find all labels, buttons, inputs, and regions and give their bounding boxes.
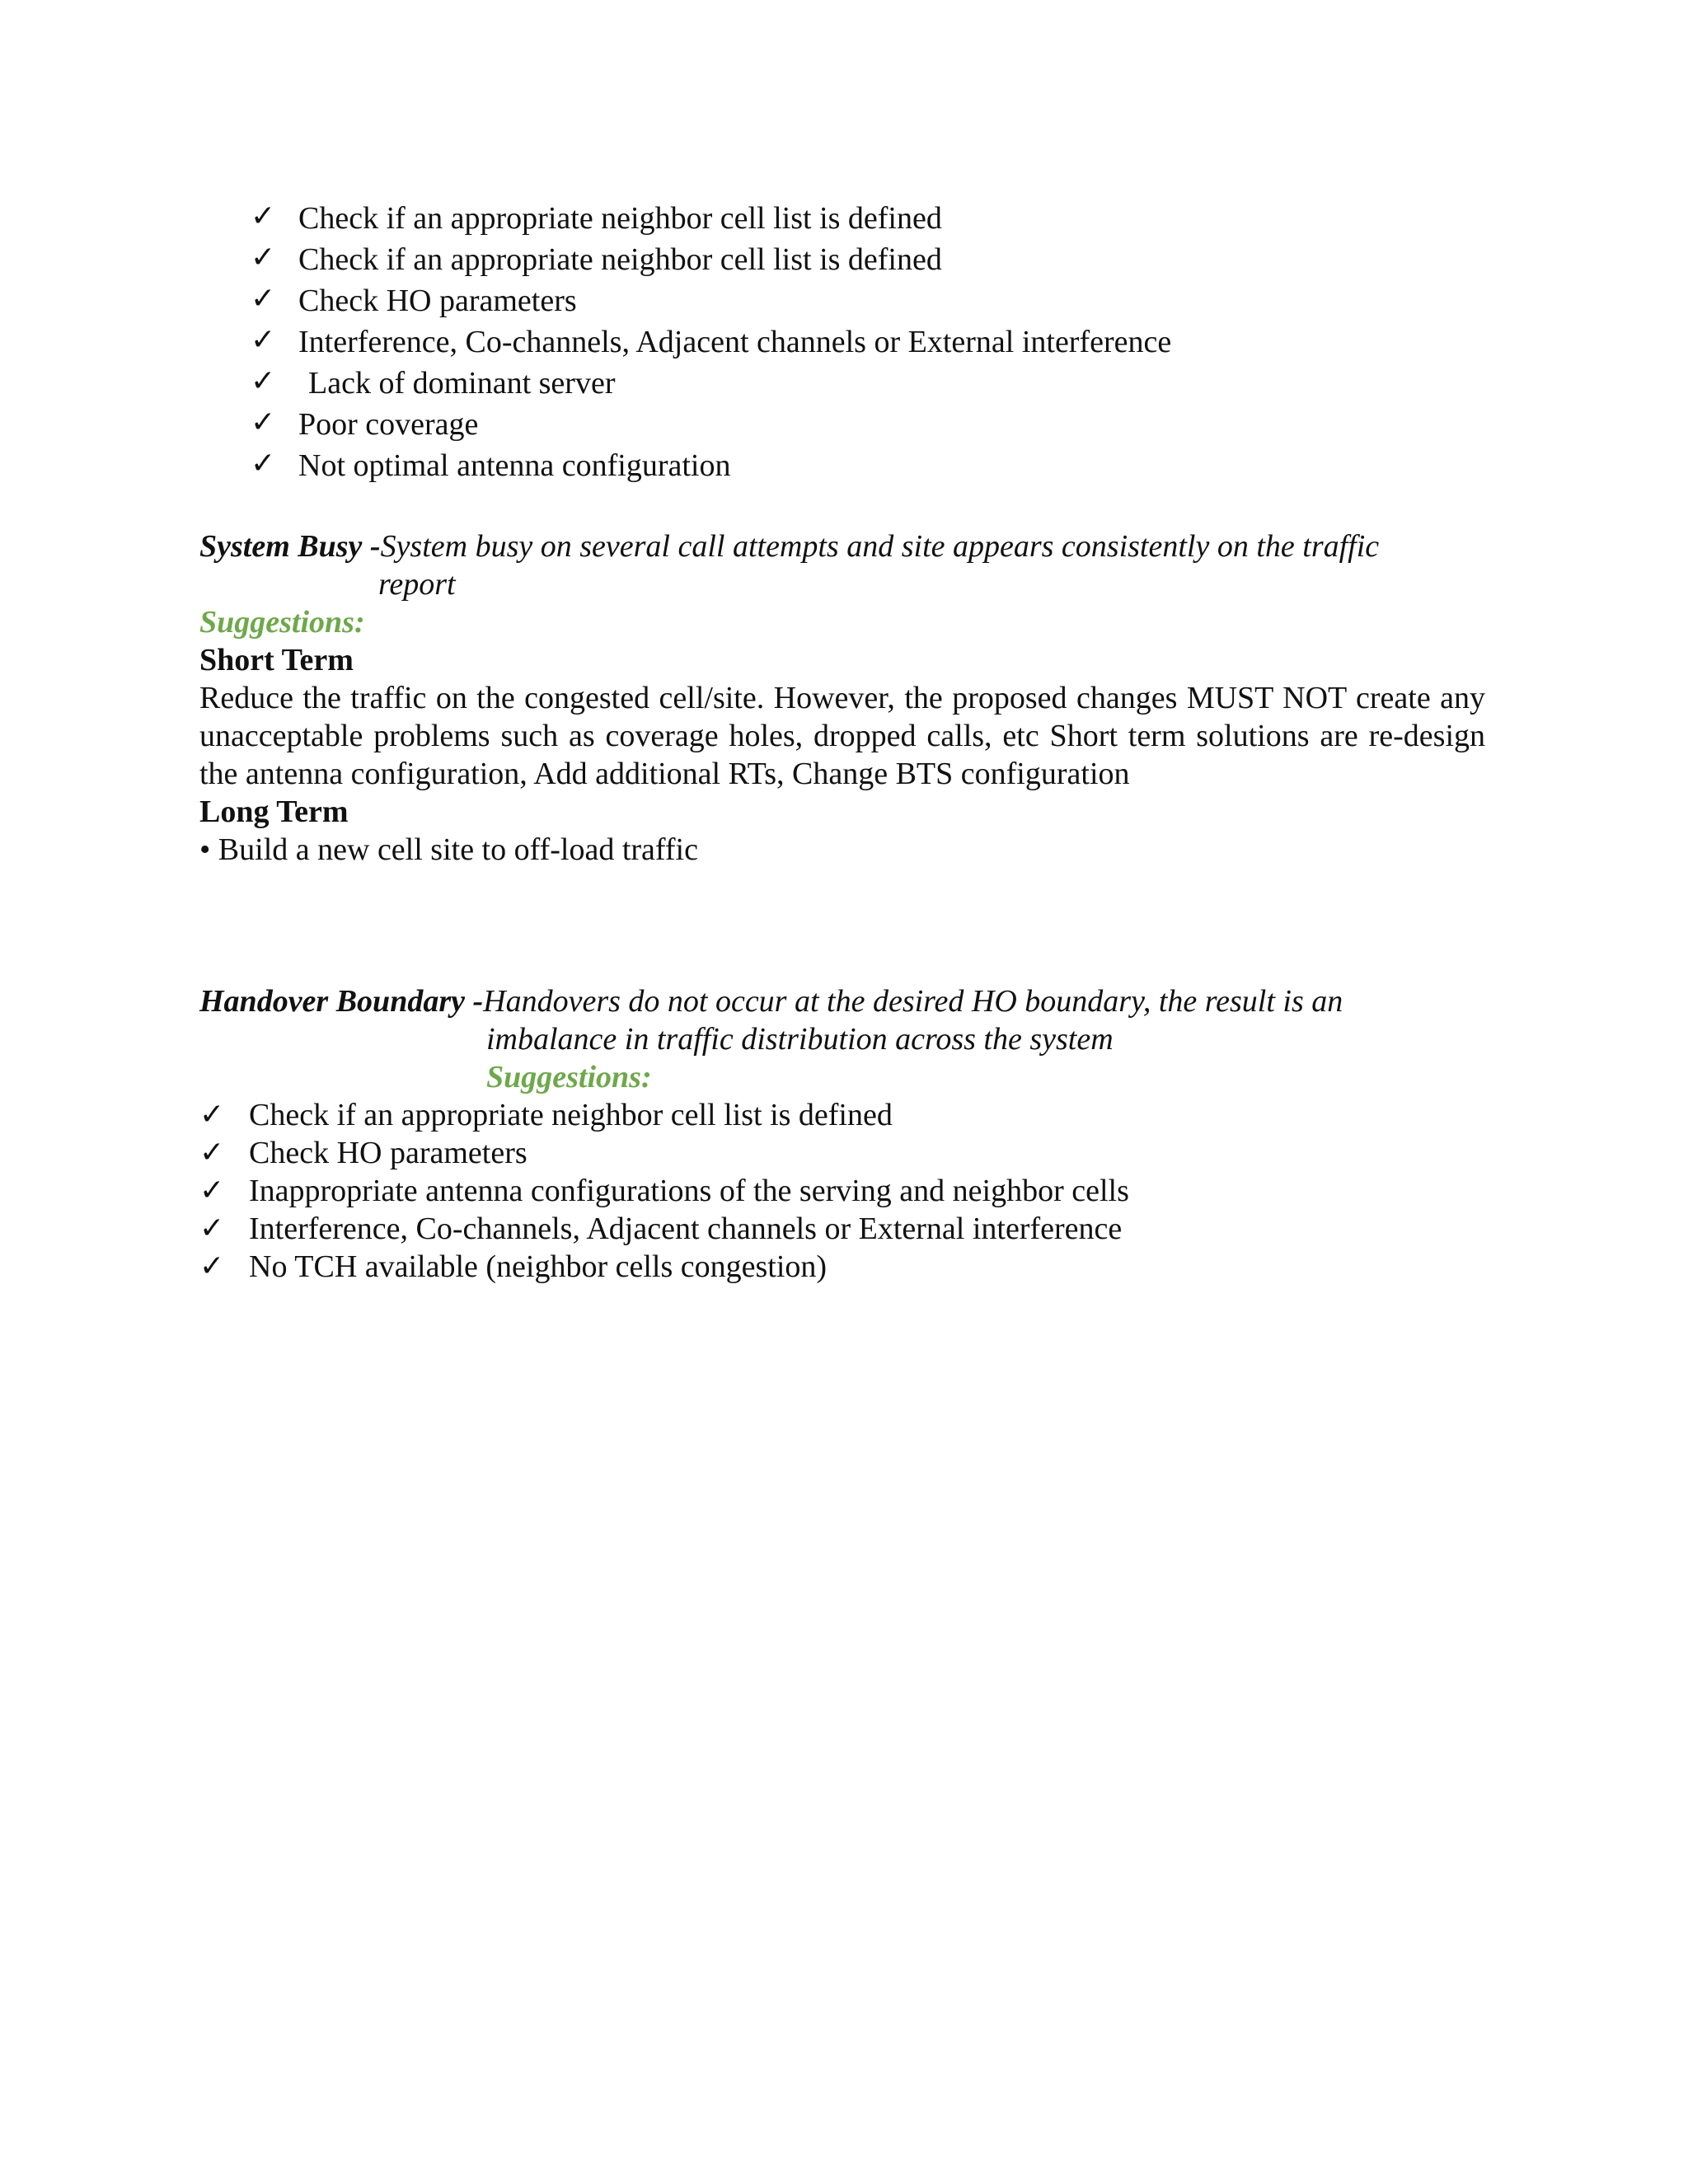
checkmark-icon: ✓ xyxy=(251,241,276,274)
list-item: ✓ Check if an appropriate neighbor cell list is defined xyxy=(251,241,942,277)
checkmark-icon: ✓ xyxy=(251,364,276,398)
list-item: ✓ Check HO parameters xyxy=(251,282,577,318)
long-term-text: • Build a new cell site to off-load traffic xyxy=(199,832,698,867)
handover-boundary-label: Handover Boundary - xyxy=(199,984,484,1019)
handover-boundary-description-cont: imbalance in traffic distribution across the system xyxy=(486,1022,1114,1057)
handover-suggestions-label: Suggestions: xyxy=(486,1060,652,1094)
system-busy-heading xyxy=(199,527,1379,565)
checkmark-icon: ✓ xyxy=(199,1212,225,1245)
checkmark-icon: ✓ xyxy=(251,199,276,233)
list-item: ✓ Lack of dominant server xyxy=(251,364,616,401)
checkmark-icon: ✓ xyxy=(251,447,276,480)
short-term-heading: Short Term xyxy=(199,643,354,677)
checkmark-icon: ✓ xyxy=(199,1174,225,1207)
list-item: ✓ Inappropriate antenna configurations of the serving and neighbor cells xyxy=(199,1174,1129,1208)
handover-checklist xyxy=(199,1096,1129,1286)
checkmark-icon: ✓ xyxy=(199,1136,225,1169)
checkmark-icon: ✓ xyxy=(199,1249,225,1283)
handover-boundary-heading xyxy=(199,982,1343,1020)
system-busy-label: System Busy - xyxy=(199,529,381,564)
list-item: ✓ Check if an appropriate neighbor cell list is defined xyxy=(199,1098,893,1132)
system-busy-description-cont: report xyxy=(378,567,456,602)
checkmark-icon: ✓ xyxy=(251,282,276,316)
list-item: ✓ Interference, Co-channels, Adjacent channels or External interference xyxy=(251,323,1172,359)
list-item: ✓ Not optimal antenna configuration xyxy=(251,447,731,483)
checkmark-icon: ✓ xyxy=(251,323,276,357)
short-term-text: Reduce the traffic on the congested cell/site. However, the proposed changes MUST NOT create any unacceptable problems such as coverage holes, dropped calls, etc Short term solutions are re-design the antenna configuration, Add additional RTs, Change BTS configuration xyxy=(199,681,1485,791)
long-term-heading: Long Term xyxy=(199,794,349,829)
list-item: ✓ Check if an appropriate neighbor cell list is defined xyxy=(251,199,942,236)
top-checklist xyxy=(251,198,1171,486)
list-item: ✓ Interference, Co-channels, Adjacent channels or External interference xyxy=(199,1212,1123,1246)
system-busy-description: System busy on several call attempts and site appears consistently on the traffic xyxy=(380,529,1380,564)
list-item: ✓ Poor coverage xyxy=(251,405,479,442)
checkmark-icon: ✓ xyxy=(199,1098,225,1132)
system-busy-suggestions-label: Suggestions: xyxy=(199,605,365,640)
checkmark-icon: ✓ xyxy=(251,405,276,439)
handover-boundary-description: Handovers do not occur at the desired HO boundary, the result is an xyxy=(483,984,1343,1019)
list-item: ✓ Check HO parameters xyxy=(199,1136,528,1170)
list-item: ✓ No TCH available (neighbor cells congestion) xyxy=(199,1249,828,1284)
